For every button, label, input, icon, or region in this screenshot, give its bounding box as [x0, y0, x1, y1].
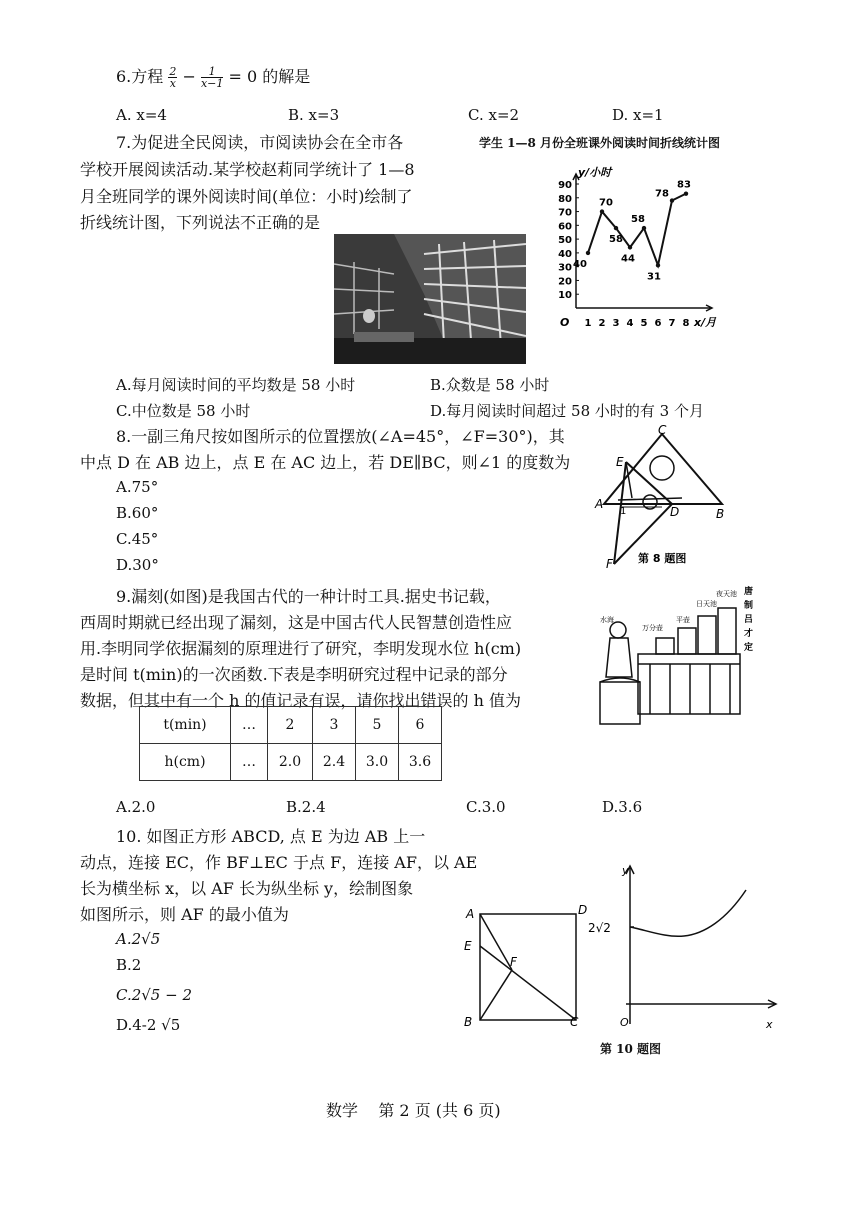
q6-option-b: B. x=3: [288, 106, 340, 124]
q8-triangle-figure: [592, 422, 742, 572]
q9-option-c: C.3.0: [466, 798, 506, 816]
graph-label-y: y: [622, 864, 629, 877]
y-tick-label: 60: [558, 221, 572, 233]
q10-option-a: A.2√5: [116, 930, 161, 948]
fig9-char-2: 制: [744, 601, 754, 611]
q7-option-c: C.中位数是 58 小时: [116, 402, 251, 420]
y-axis-label: y/小时: [578, 166, 612, 179]
q10-line-1: 10. 如图正方形 ABCD, 点 E 为边 AB 上一: [116, 827, 426, 846]
q6-option-a: A. x=4: [116, 106, 167, 124]
origin-label: O: [560, 316, 570, 329]
chart-title: 学生 1—8 月份全班课外阅读时间折线统计图: [479, 136, 721, 150]
q6-option-d: D. x=1: [612, 106, 664, 124]
graph-label-x: x: [766, 1018, 773, 1031]
data-point: [586, 251, 590, 255]
fig9-label-yetianchi: 夜天池: [716, 590, 737, 598]
q7-line-4: 折线统计图，下列说法不正确的是: [80, 213, 321, 232]
q9-line-4: 是时间 t(min)的一次函数.下表是李明研究过程中记录的部分: [80, 665, 508, 684]
data-point: [628, 245, 632, 249]
sq-label-a: A: [466, 907, 475, 921]
q9-option-a: A.2.0: [116, 798, 156, 816]
q7-line-3: 月全班同学的课外阅读时间(单位：小时)绘制了: [80, 187, 413, 206]
fig9-char-4: 才: [744, 629, 754, 639]
sq-label-f: F: [510, 955, 517, 969]
q8-option-c: C.45°: [116, 530, 159, 548]
data-label: 83: [677, 179, 691, 191]
q8-line-1: 8.一副三角尺按如图所示的位置摆放(∠A=45°，∠F=30°)，其: [116, 427, 565, 446]
q10-function-graph: [586, 862, 786, 1032]
fig8-label-d: D: [670, 505, 680, 519]
fig8-label-f: F: [606, 557, 613, 571]
q7-line-1: 7.为促进全民阅读，市阅读协会在全市各: [116, 133, 404, 152]
q8-option-a: A.75°: [116, 478, 159, 496]
x-tick-label: 6: [654, 318, 662, 329]
q10-option-b: B.2: [116, 956, 142, 974]
x-tick-label: 3: [612, 318, 620, 329]
fig8-label-a: A: [595, 497, 604, 511]
q9-line-3: 用.李明同学依据漏刻的原理进行了研究，李明发现水位 h(cm): [80, 639, 522, 658]
q10-option-c: C.2√5 − 2: [116, 986, 193, 1004]
y-tick-label: 70: [558, 207, 572, 219]
x-tick-label: 4: [626, 318, 634, 329]
fig9-label-shuihai: 水海: [600, 616, 614, 624]
q10-square-figure: [460, 900, 590, 1030]
sq-label-e: E: [464, 939, 472, 953]
reading-time-line-chart: [552, 158, 722, 330]
q7-option-d: D.每月阅读时间超过 58 小时的有 3 个月: [430, 402, 704, 420]
data-point: [684, 191, 688, 195]
fig8-label-angle1: 1: [620, 506, 627, 517]
fig9-char-5: 定: [744, 643, 754, 653]
table-row: t(min) … 2 3 5 6: [140, 707, 442, 744]
y-tick-label: 30: [558, 262, 572, 274]
q6-stem: 6.方程 $\frac{2}{x}$ − $\frac{1}{x-1}$ = 0 的解是: [116, 65, 311, 90]
x-tick-label: 7: [668, 318, 676, 329]
x-tick-label: 5: [640, 318, 648, 329]
page-footer: 数学 第 2 页 (共 6 页): [326, 1101, 501, 1120]
fig9-label-wanfenhu: 万分壶: [642, 624, 663, 632]
fig9-label-ritianchi: 日天池: [696, 600, 717, 608]
q10-line-3: 长为横坐标 x，以 AF 长为纵坐标 y，绘制图象: [80, 879, 414, 898]
water-clock-illustration: [590, 582, 760, 732]
data-point: [614, 226, 618, 230]
sq-label-b: B: [464, 1015, 473, 1029]
q10-option-d: D.4-2 √5: [116, 1016, 181, 1034]
q10-line-2: 动点，连接 EC，作 BF⊥EC 于点 F，连接 AF，以 AE: [80, 853, 478, 872]
y-tick-label: 90: [558, 180, 572, 191]
q9-option-d: D.3.6: [602, 798, 643, 816]
fig8-caption: 第 8 题图: [638, 552, 687, 565]
y-tick-label: 80: [558, 193, 572, 205]
q10-caption: 第 10 题图: [600, 1042, 662, 1056]
x-tick-label: 1: [584, 318, 592, 329]
fig8-label-e: E: [616, 455, 624, 469]
table-row: h(cm) … 2.0 2.4 3.0 3.6: [140, 744, 442, 781]
data-point: [600, 209, 604, 213]
graph-label-origin: O: [620, 1016, 629, 1029]
q6-frac2: $\frac{1}{x-1}$: [200, 65, 224, 90]
q9-line-5: 数据，但其中有一个 h 的值记录有误，请你找出错误的 h 值为: [80, 691, 521, 710]
q7-option-b: B.众数是 58 小时: [430, 376, 550, 394]
y-tick-label: 40: [558, 248, 572, 260]
sq-label-d: D: [578, 903, 588, 917]
q8-line-2: 中点 D 在 AB 边上，点 E 在 AC 边上，若 DE∥BC，则∠1 的度数为: [80, 453, 571, 472]
q9-data-table: [139, 706, 442, 781]
y-tick-label: 10: [558, 290, 572, 302]
graph-label-2root2: 2√2: [588, 921, 611, 935]
y-tick-label: 20: [558, 276, 572, 288]
data-label: 31: [647, 271, 661, 283]
q6-option-c: C. x=2: [468, 106, 520, 124]
fig9-char-1: 唐: [744, 587, 754, 597]
library-photo: [334, 234, 526, 364]
data-point: [670, 198, 674, 202]
q9-line-2: 西周时期就已经出现了漏刻，这是中国古代人民智慧创造性应: [80, 613, 513, 632]
x-tick-label: 8: [682, 318, 690, 329]
data-point: [656, 263, 660, 267]
fig9-char-3: 吕: [744, 615, 754, 625]
data-point: [642, 226, 646, 230]
fig8-label-b: B: [716, 507, 725, 521]
q7-option-a: A.每月阅读时间的平均数是 58 小时: [116, 376, 356, 394]
q7-line-2: 学校开展阅读活动.某学校赵莉同学统计了 1—8: [80, 160, 415, 179]
data-label: 58: [609, 234, 623, 246]
data-label: 70: [599, 197, 613, 209]
q8-option-b: B.60°: [116, 504, 159, 522]
fig9-label-pinghu: 平壶: [676, 616, 690, 624]
q6-prefix: 6.方程: [116, 67, 164, 86]
q9-line-1: 9.漏刻(如图)是我国古代的一种计时工具.据史书记载，: [116, 587, 501, 606]
fig8-label-c: C: [658, 423, 667, 437]
sq-label-c: C: [570, 1015, 579, 1029]
x-tick-label: 2: [598, 318, 606, 329]
x-axis-label: x/月: [694, 316, 717, 329]
q8-option-d: D.30°: [116, 556, 159, 574]
data-label: 40: [573, 258, 587, 270]
y-tick-label: 50: [558, 235, 572, 247]
data-label: 78: [655, 188, 669, 200]
q9-option-b: B.2.4: [286, 798, 326, 816]
data-label: 58: [631, 214, 645, 226]
q10-line-4: 如图所示，则 AF 的最小值为: [80, 905, 289, 924]
data-label: 44: [621, 253, 635, 265]
q6-frac1: $\frac{2}{x}$: [169, 65, 177, 90]
